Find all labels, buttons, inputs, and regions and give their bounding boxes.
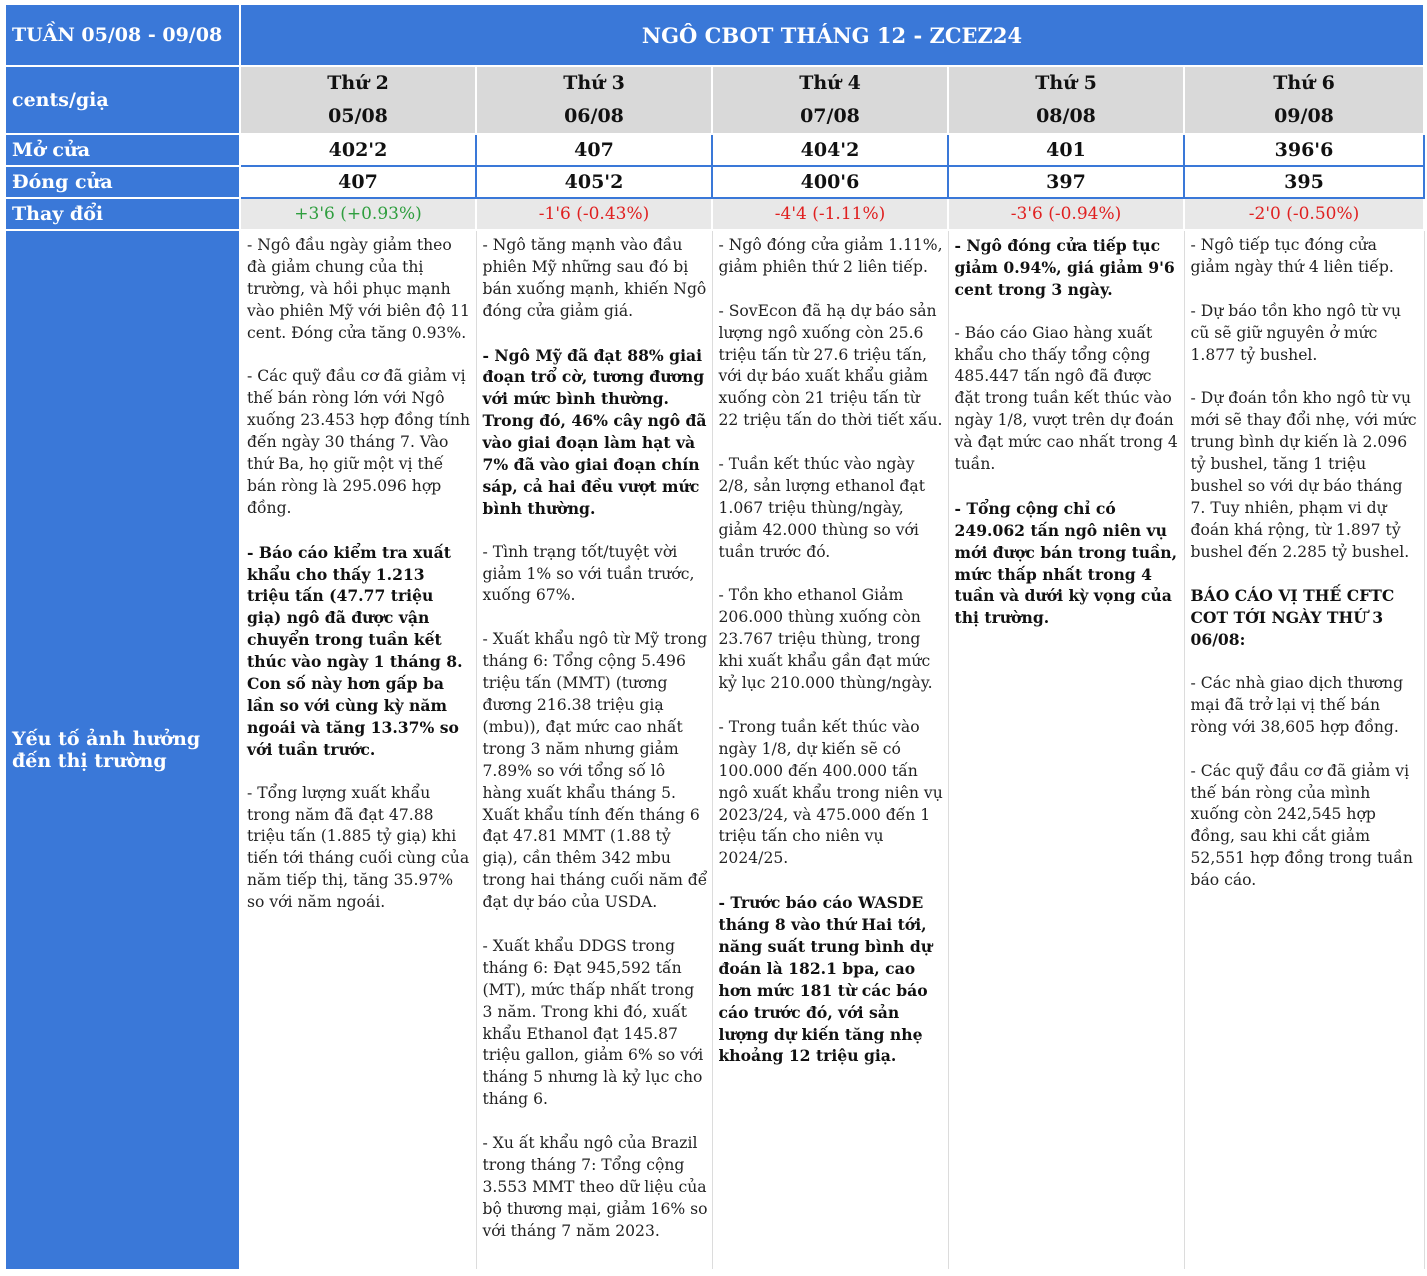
open-row: [5, 134, 1424, 166]
news-item: - Ngô tiếp tục đóng cửa giảm ngày thứ 4 liên tiếp.: [1190, 236, 1394, 276]
day-name: Thứ 5: [1035, 72, 1097, 94]
day-date: 07/08: [800, 105, 860, 127]
close-price: 395: [1184, 166, 1424, 198]
day-name: Thứ 3: [563, 72, 625, 94]
news-row: [5, 230, 1424, 1270]
day-name: Thứ 4: [799, 72, 861, 94]
factors-label: Yếu tố ảnh hưởng đến thị trường: [5, 230, 240, 1270]
news-item: - Dự báo tồn kho ngô từ vụ cũ sẽ giữ nguyên ở mức 1.877 tỷ bushel.: [1190, 301, 1401, 364]
news-item: - Báo cáo Giao hàng xuất khẩu cho thấy tổng cộng 485.447 tấn ngô đã được đặt trong tuần kết thúc vào ngày 1/8, vượt trên dự đoán và đạt mức cao nhất trong 4 tuần.: [954, 323, 1178, 474]
news-item: - Tồn kho ethanol Giảm 206.000 thùng xuống còn 23.767 triệu thùng, trong khi xuất khẩu gần đạt mức kỷ lục 210.000 thùng/ngày.: [718, 586, 933, 693]
news-item: - Tổng cộng chỉ có 249.062 tấn ngô niên vụ mới được bán trong tuần, mức thấp nhất trong 4 tuần và dưới kỳ vọng của thị trường.: [954, 498, 1177, 628]
news-cell: [240, 230, 476, 1270]
close-price: 397: [948, 166, 1184, 198]
news-item: - Các quỹ đầu cơ đã giảm vị thế bán ròng lớn với Ngô xuống 23.453 hợp đồng tính đến ngày 30 tháng 7. Vào thứ Ba, họ giữ một vị thế bán ròng là 295.096 hợp đồng.: [247, 367, 471, 517]
day-date: 09/08: [1274, 105, 1334, 127]
news-item: - Trước báo cáo WASDE tháng 8 vào thứ Hai tới, năng suất trung bình dự đoán là 182.1 bpa, cao hơn mức 181 từ các báo cáo trước đó, với sản lượng dự kiến tăng nhẹ khoảng 12 triệu giạ.: [718, 893, 933, 1066]
change-row: [5, 198, 1424, 230]
news-cell: [1184, 230, 1424, 1270]
price-change: -3'6 (-0.94%): [948, 198, 1184, 230]
day-date: 05/08: [328, 105, 388, 127]
news-item: - Xuất khẩu ngô từ Mỹ trong tháng 6: Tổng cộng 5.496 triệu tấn (MMT) (tương đương 216.38 triệu giạ (mbu)), đạt mức cao nhất trong 3 năm nhưng giảm 7.89% so với tổng số lô hàng xuất khẩu tháng 5. Xuất khẩu tính đến tháng 6 đạt 47.81 MMT (1.88 tỷ giạ), cần thêm 342 mbu trong hai tháng cuối năm để đạt dự báo của USDA.: [482, 630, 708, 912]
news-item: - Trong tuần kết thúc vào ngày 1/8, dự kiến sẽ có 100.000 đến 400.000 tấn ngô xuất khẩu trong niên vụ 2023/24, và 475.000 đến 1 triệu tấn cho niên vụ 2024/25.: [718, 717, 943, 868]
day-header: [240, 66, 476, 134]
day-header: [948, 66, 1184, 134]
day-header: [1184, 66, 1424, 134]
day-header-row: [5, 66, 1424, 134]
day-name: Thứ 2: [327, 72, 389, 94]
open-price: 396'6: [1184, 134, 1424, 166]
news-item: - Ngô đóng cửa giảm 1.11%, giảm phiên thứ 2 liên tiếp.: [718, 236, 943, 276]
close-row: [5, 166, 1424, 198]
price-change: +3'6 (+0.93%): [240, 198, 476, 230]
news-item: - Ngô tăng mạnh vào đầu phiên Mỹ những sau đó bị bán xuống mạnh, khiến Ngô đóng cửa giảm giá.: [482, 236, 707, 320]
open-price: 401: [948, 134, 1184, 166]
news-item: - Ngô Mỹ đã đạt 88% giai đoạn trổ cờ, tương đương với mức bình thường. Trong đó, 46% cây ngô đã vào giai đoạn làm hạt và 7% đã vào giai đoạn chín sáp, cả hai đều vượt mức bình thường.: [482, 345, 707, 518]
news-item: - Báo cáo kiểm tra xuất khẩu cho thấy 1.213 triệu tấn (47.77 triệu giạ) ngô đã được vận chuyển trong tuần kết thúc vào ngày 1 tháng 8. Con số này hơn gấp ba lần so với cùng kỳ năm ngoái và tăng 13.37% so với tuần trước.: [247, 542, 463, 759]
price-change: -4'4 (-1.11%): [712, 198, 948, 230]
news-item: - Ngô đầu ngày giảm theo đà giảm chung của thị trường, và hồi phục mạnh vào phiên Mỹ với biên độ 11 cent. Đóng cửa tăng 0.93%.: [247, 236, 470, 342]
open-price: 407: [476, 134, 712, 166]
corn-weekly-table: [4, 3, 1425, 1271]
day-date: 08/08: [1036, 105, 1096, 127]
news-item: - Xu ất khẩu ngô của Brazil trong tháng 7: Tổng cộng 3.553 MMT theo dữ liệu của bộ thương mại, giảm 16% so với tháng 7 năm 2023.: [482, 1134, 708, 1240]
news-item: - Tổng lượng xuất khẩu trong năm đã đạt 47.88 triệu tấn (1.885 tỷ giạ) khi tiến tới tháng cuối cùng của năm tiếp thị, tăng 35.97% so với năm ngoái.: [247, 783, 470, 912]
price-change: -2'0 (-0.50%): [1184, 198, 1424, 230]
week-label: TUẦN 05/08 - 09/08: [5, 4, 240, 66]
news-item: - Tuần kết thúc vào ngày 2/8, sản lượng ethanol đạt 1.067 triệu thùng/ngày, giảm 42.000 thùng so với tuần trước đó.: [718, 455, 925, 561]
close-price: 400'6: [712, 166, 948, 198]
news-cell: [712, 230, 948, 1270]
news-item: - SovEcon đã hạ dự báo sản lượng ngô xuống còn 25.6 triệu tấn từ 27.6 triệu tấn, với dự báo xuất khẩu giảm xuống còn 21 triệu tấn từ 22 triệu tấn do thời tiết xấu.: [718, 301, 943, 430]
news-item: BÁO CÁO VỊ THẾ CFTC COT TỚI NGÀY THỨ 3 06/08:: [1190, 586, 1395, 650]
change-label: Thay đổi: [5, 198, 240, 230]
close-label: Đóng cửa: [5, 166, 240, 198]
day-date: 06/08: [564, 105, 624, 127]
title-row: [5, 4, 1424, 66]
news-cell: [948, 230, 1184, 1270]
day-name: Thứ 6: [1273, 72, 1335, 94]
news-item: - Ngô đóng cửa tiếp tục giảm 0.94%, giá giảm 9'6 cent trong 3 ngày.: [954, 236, 1175, 299]
news-item: - Xuất khẩu DDGS trong tháng 6: Đạt 945,592 tấn (MT), mức thấp nhất trong 3 năm. Trong khi đó, xuất khẩu Ethanol đạt 145.87 triệu gallon, giảm 6% so với tháng 5 nhưng là kỷ lục cho tháng 6.: [482, 936, 704, 1109]
news-item: - Các quỹ đầu cơ đã giảm vị thế bán ròng của mình xuống còn 242,545 hợp đồng, sau khi cắt giảm 52,551 hợp đồng trong tuần báo cáo.: [1190, 761, 1413, 890]
open-price: 402'2: [240, 134, 476, 166]
day-header: [712, 66, 948, 134]
day-header: [476, 66, 712, 134]
price-change: -1'6 (-0.43%): [476, 198, 712, 230]
table-title: NGÔ CBOT THÁNG 12 - ZCEZ24: [240, 4, 1424, 66]
news-item: - Các nhà giao dịch thương mại đã trở lại vị thế bán ròng với 38,605 hợp đồng.: [1190, 674, 1404, 736]
news-cell: [476, 230, 712, 1270]
news-item: - Tình trạng tốt/tuyệt vời giảm 1% so với tuần trước, xuống 67%.: [482, 542, 695, 605]
news-item: - Dự đoán tồn kho ngô từ vụ mới sẽ thay đổi nhẹ, với mức trung bình dự kiến là 2.096 tỷ bushel, tăng 1 triệu bushel so với dự báo tháng 7. Tuy nhiên, phạm vi dự đoán khá rộng, từ 1.897 tỷ bushel đến 2.285 tỷ bushel.: [1190, 389, 1417, 561]
close-price: 407: [240, 166, 476, 198]
open-label: Mở cửa: [5, 134, 240, 166]
unit-label: cents/giạ: [5, 66, 240, 134]
close-price: 405'2: [476, 166, 712, 198]
open-price: 404'2: [712, 134, 948, 166]
